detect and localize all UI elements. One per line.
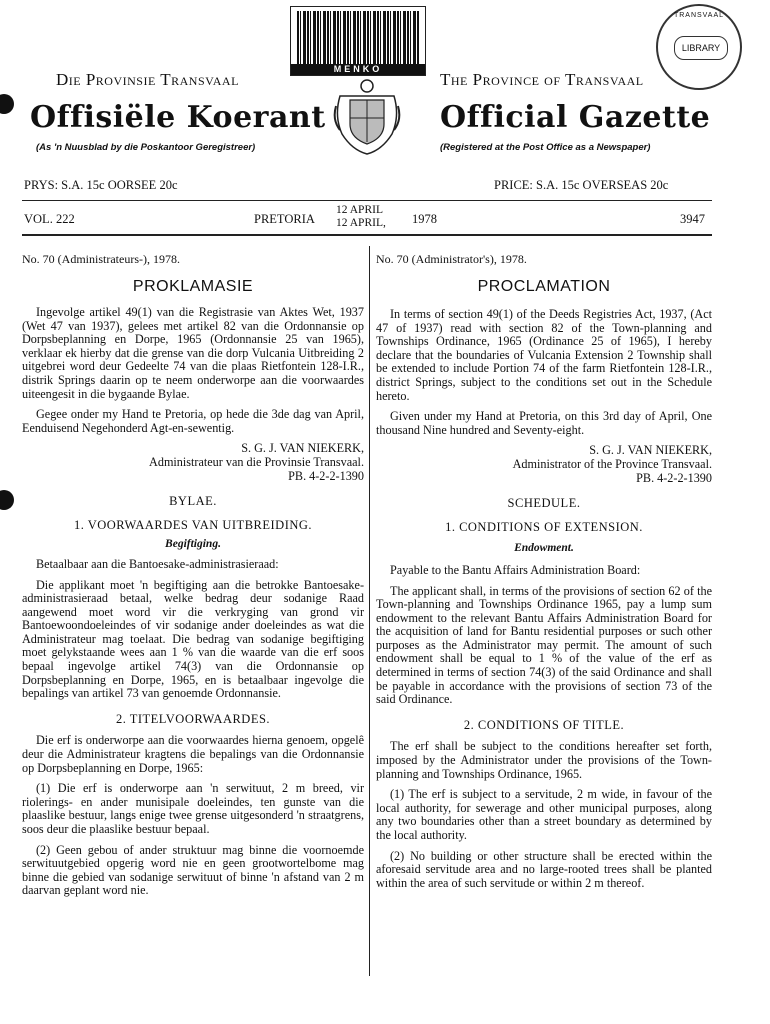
barcode-caption: MENKO [291,64,425,75]
left-price: PRYS: S.A. 15c OORSEE 20c [24,178,178,192]
left-paragraph-2: Gegee onder my Hand te Pretoria, op hede die 3de dag van April, Eenduisend Negehonderd Agt-en-sewentig. [22,407,364,435]
left-paragraph-5: (1) Die erf is onderworpe aan 'n serwituut, 2 m breed, vir riolerings- en ander munisipale doeleindes, ten gunste van die plaaslike bestuur, langs enige twee grense uitgesonderd 'n straatgrens, soos deur die plaaslike bestuur bepaal. [22,781,364,836]
left-column-body [22,306,364,905]
right-payable-line: Payable to the Bantu Affairs Administration Board: [390,562,641,577]
right-price: PRICE: S.A. 15c OVERSEAS 20c [494,178,669,192]
right-paragraph-2: Given under my Hand at Pretoria, on this 3rd day of April, One thousand Nine hundred and Seventy-eight. [376,409,712,437]
right-registration-note: (Registered at the Post Office as a Newspaper) [440,142,651,153]
left-condition-heading-2: 2. TITELVOORWAARDES. [115,711,271,726]
right-paragraph-1: In terms of section 49(1) of the Deeds Registries Act, 1937, (Act 47 of 1937) read with section 82 of the Town-planning and Townships Ordinance, 1965 (Ordinance 25 of 1965), I hereby declare that the boundaries of Vulcania Extension 2 Township shall be extended to include Portion 74 of the farm Rietfontein 128-I.R., district Springs, subject to the conditions set out in the Schedule hereto. [376,307,712,403]
stamp-rim-text: TRANSVAAL [673,12,725,19]
left-schedule-heading: BYLAE. [169,494,217,509]
left-province-heading: Die Provinsie Transvaal [56,70,239,89]
column-divider [369,246,370,976]
date-afrikaans: 12 APRIL [336,204,383,216]
right-notice-number: No. 70 (Administrator's), 1978. [376,252,527,266]
masthead-rule-top [22,200,712,201]
right-province-heading: The Province of Transvaal [440,70,644,89]
masthead-rule-bottom [22,234,712,236]
left-subheading-endowment: Begiftiging. [165,538,221,551]
right-paragraph-6: (2) No building or other structure shall be erected within the aforesaid servitude area and no large-rooted trees shall be planted within the area of such servitude or within 2 m thereof. [376,848,712,890]
right-column-body [376,308,712,897]
publication-year: 1978 [412,212,437,226]
right-gazette-title: Official Gazette [440,100,711,135]
left-payable-line: Betaalbaar aan die Bantoesake-administrasieraad: [36,556,279,571]
coat-of-arms-icon [332,76,402,156]
barcode-bars [297,11,419,67]
punch-hole-middle [0,490,14,510]
right-subheading-endowment: Endowment. [514,542,574,555]
place-of-publication: PRETORIA [254,212,315,226]
punch-hole-top [0,94,14,114]
right-paragraph-4: The erf shall be subject to the conditions hereafter set forth, imposed by the Administrator under the provisions of the Town-planning and Townships Ordinance, 1965. [376,739,712,781]
left-notice-number: No. 70 (Administrateurs-), 1978. [22,252,180,266]
left-gazette-title: Offisiële Koerant [30,100,326,135]
volume-number: VOL. 222 [24,212,75,226]
stamp-text: LIBRARY [674,36,728,60]
right-signature-ref: PB. 4-2-2-1390 [636,470,712,485]
left-signature-ref: PB. 4-2-2-1390 [288,468,364,483]
right-paragraph-5: (1) The erf is subject to a servitude, 2 m wide, in favour of the local authority, for sewerage and other municipal purposes, along any two boundaries other than a street boundary as determined by the local authority. [376,787,712,842]
left-signature-name: S. G. J. VAN NIEKERK, [241,441,364,456]
library-stamp [656,4,742,90]
issue-number: 3947 [680,212,705,226]
left-signature-title: Administrateur van die Provinsie Transvaal. [149,454,364,469]
left-paragraph-3: Die applikant moet 'n begiftiging aan die betrokke Bantoesake-administrasieraad betaal, welke bedrag deur sodanige Raad aangewend moet word vir die verkryging van grond vir Bantoewoondoeleindes of vir sodanige ander doeleindes as wat die Administrateur mag toelaat. Die bedrag van sodanige begiftiging moet gelykstaande wees aan 1 % van die waarde van die erf soos bepaal ingevolge artikel 74(3) van die Ordonnansie op Dorpsbeplanning en Dorpe, 1965, en is betaalbaar ingevolge die bepalings van artikel 73 van genoemde Ordonnansie. [22,577,364,701]
barcode [290,6,426,76]
left-paragraph-6: (2) Geen gebou of ander struktuur mag binne die voornoemde serwituutgebied opgerig word nie en geen grootwortelbome mag binne die gebied van sodanige serwituut of binne 'n afstand van 2 m daarvan geplant word nie. [22,842,364,898]
right-condition-heading-1: 1. CONDITIONS OF EXTENSION. [445,519,643,534]
left-condition-heading-1: 1. VOORWAARDES VAN UITBREIDING. [73,517,313,532]
right-proclamation-title: PROCLAMATION [477,278,611,295]
right-schedule-heading: SCHEDULE. [507,496,581,511]
left-proclamation-title: PROKLAMASIE [132,278,254,295]
right-condition-heading-2: 2. CONDITIONS OF TITLE. [463,717,625,732]
date-english: 12 APRIL, [336,217,386,229]
right-signature-name: S. G. J. VAN NIEKERK, [589,443,712,458]
right-paragraph-3: The applicant shall, in terms of the provisions of section 62 of the Town-planning and Townships Ordinance 1965, pay a lump sum endowment to the relevant Bantu Affairs Administration Board for the acquisition of land for Bantu residential purposes or such other purposes as the Administrator may permit. The amount of such endowment shall be equal to 1 % of the value of the erf as determined in terms of section 74(3) of the said Ordinance and shall be payable in accordance with the provisions of section 73 of the said Ordinance. [376,583,712,707]
left-registration-note: (As 'n Nuusblad by die Poskantoor Geregistreer) [36,142,256,153]
left-paragraph-4: Die erf is onderworpe aan die voorwaardes hierna genoem, opgelê deur die Administrateur kragtens die bepalings van die Ordonnansie op Dorpsbeplanning en Dorpe, 1965: [22,733,364,775]
left-paragraph-1: Ingevolge artikel 49(1) van die Registrasie van Aktes Wet, 1937 (Wet 47 van 1937), gelees met artikel 82 van die Ordonnansie op Dorpsbeplanning en Dorpe, 1965 (Ordonnansie 25 van 1965), verklaar ek hierby dat die grense van die dorp Vulcania Uitbreiding 2 uitgebrei word deur Gedeelte 74 van die plaas Rietfontein 128-I.R., distrik Springs daarin op te neem onderworpe aan die voorwaardes uiteengesit in die bygaande Bylae. [22,305,364,401]
right-signature-title: Administrator of the Province Transvaal. [512,456,712,471]
